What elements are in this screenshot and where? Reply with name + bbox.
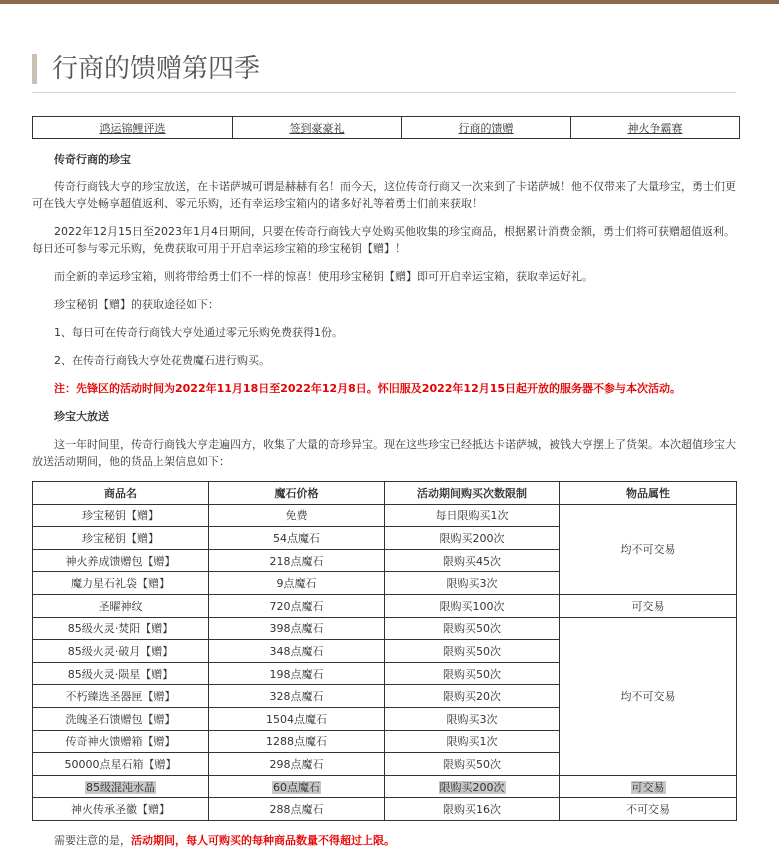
page-title: 行商的馈赠第四季	[52, 54, 261, 84]
item-price: 288点魔石	[209, 798, 385, 821]
paragraph-lucky-box: 而全新的幸运珍宝箱，则将带给勇士们不一样的惊喜！使用珍宝秘钥【赠】即可开启幸运宝箱，获取幸运好礼。	[54, 270, 593, 283]
notice-vanguard: 注：先锋区的活动时间为2022年11月18日至2022年12月8日。怀旧服及2022年12月15日起开放的服务器不参与本次活动。	[54, 382, 682, 395]
item-name: 魔力星石礼袋【赠】	[33, 572, 209, 595]
event-nav	[32, 116, 740, 139]
table-row	[33, 504, 737, 527]
item-name-cell	[33, 775, 209, 798]
item-attribute: 均不可交易	[560, 504, 737, 594]
goods-table	[32, 481, 737, 821]
item-limit: 限购买200次	[385, 527, 560, 550]
paragraph-intro: 传奇行商钱大亨的珍宝放送，在卡诺萨城可谓是赫赫有名！而今天，这位传奇行商又一次来到了卡诺萨城！他不仅带来了大量珍宝，勇士们更可在钱大亨处畅享超值返利、零元乐购，还有幸运珍宝箱内的诸多好礼等着勇士们前来获取！	[32, 180, 736, 210]
item-price: 免费	[209, 504, 385, 527]
item-limit: 限购买16次	[385, 798, 560, 821]
paragraph-rebate: 2022年12月15日至2023年1月4日期间，只要在传奇行商钱大亨处购买他收集的珍宝商品，根据累计消费金额，勇士们将可获赠超值返利。每日还可参与零元乐购，免费获取可用于开启幸运珍宝箱的珍宝秘钥【赠】！	[32, 225, 735, 255]
item-limit: 限购买45次	[385, 549, 560, 572]
table-row-highlighted	[33, 775, 737, 798]
item-limit: 限购买3次	[385, 707, 560, 730]
paragraph-method-1: 1、每日可在传奇行商钱大亨处通过零元乐购免费获得1份。	[54, 326, 343, 339]
column-header: 魔石价格	[209, 482, 385, 505]
item-name: 圣曜神纹	[33, 594, 209, 617]
item-limit: 限购买50次	[385, 753, 560, 776]
item-price: 720点魔石	[209, 594, 385, 617]
nav-cell	[571, 117, 740, 139]
notice-prefix: 需要注意的是，	[54, 834, 131, 847]
section-heading-giveaway: 珍宝大放送	[54, 410, 109, 423]
page-title-block	[32, 52, 736, 93]
item-price: 398点魔石	[209, 617, 385, 640]
top-brown-bar	[0, 0, 779, 4]
paragraph-method-2: 2、在传奇行商钱大亨处花费魔石进行购买。	[54, 354, 270, 367]
item-name: 不朽臻选圣器匣【赠】	[33, 685, 209, 708]
item-attribute: 可交易	[560, 594, 737, 617]
title-accent-bar	[32, 54, 37, 84]
nav-link-contest[interactable]: 神火争霸赛	[627, 121, 683, 135]
table-row	[33, 798, 737, 821]
item-limit-cell	[385, 775, 560, 798]
item-attribute: 可交易	[631, 780, 665, 794]
nav-link-signin[interactable]: 签到豪豪礼	[289, 121, 345, 135]
item-limit: 限购买50次	[385, 640, 560, 663]
table-row	[33, 617, 737, 640]
item-limit: 限购买200次	[439, 780, 505, 794]
purchase-limit-notice	[32, 832, 736, 849]
notice-red-text: 活动期间，每人可购买的每种商品数量不得超过上限。	[131, 834, 395, 847]
column-header: 物品属性	[560, 482, 737, 505]
item-price: 1504点魔石	[209, 707, 385, 730]
table-header-row	[33, 482, 737, 505]
column-header: 活动期间购买次数限制	[385, 482, 560, 505]
item-name: 神火传承圣徽【赠】	[33, 798, 209, 821]
item-price: 60点魔石	[273, 780, 320, 794]
item-price-cell	[209, 775, 385, 798]
section-heading-treasure: 传奇行商的珍宝	[54, 153, 131, 166]
item-limit: 限购买50次	[385, 617, 560, 640]
nav-link-merchant[interactable]: 行商的馈赠	[458, 121, 514, 135]
column-header: 商品名	[33, 482, 209, 505]
item-name: 85级火灵·焚阳【赠】	[33, 617, 209, 640]
item-attribute: 均不可交易	[560, 617, 737, 775]
item-name: 50000点星石箱【赠】	[33, 753, 209, 776]
item-name: 85级火灵·破月【赠】	[33, 640, 209, 663]
item-name: 珍宝秘钥【赠】	[33, 527, 209, 550]
nav-cell	[402, 117, 571, 139]
item-name: 85级火灵·陨星【赠】	[33, 662, 209, 685]
nav-cell	[233, 117, 402, 139]
item-limit: 限购买50次	[385, 662, 560, 685]
paragraph-key-methods: 珍宝秘钥【赠】的获取途径如下：	[54, 298, 219, 311]
item-price: 328点魔石	[209, 685, 385, 708]
item-price: 198点魔石	[209, 662, 385, 685]
item-limit: 限购买3次	[385, 572, 560, 595]
item-price: 54点魔石	[209, 527, 385, 550]
nav-link-koi[interactable]: 鸿运锦鲤评选	[99, 121, 166, 135]
item-price: 1288点魔石	[209, 730, 385, 753]
item-limit: 限购买20次	[385, 685, 560, 708]
item-price: 218点魔石	[209, 549, 385, 572]
item-limit: 每日限购买1次	[385, 504, 560, 527]
table-row	[33, 594, 737, 617]
item-price: 298点魔石	[209, 753, 385, 776]
item-price: 348点魔石	[209, 640, 385, 663]
item-limit: 限购买100次	[385, 594, 560, 617]
item-limit: 限购买1次	[385, 730, 560, 753]
item-name: 传奇神火馈赠箱【赠】	[33, 730, 209, 753]
nav-cell	[33, 117, 233, 139]
item-attribute-cell	[560, 775, 737, 798]
item-name: 珍宝秘钥【赠】	[33, 504, 209, 527]
item-name: 85级混沌水晶	[86, 780, 155, 794]
item-name: 洗魄圣石馈赠包【赠】	[33, 707, 209, 730]
item-price: 9点魔石	[209, 572, 385, 595]
item-name: 神火养成馈赠包【赠】	[33, 549, 209, 572]
item-attribute: 不可交易	[560, 798, 737, 821]
paragraph-giveaway: 这一年时间里，传奇行商钱大亨走遍四方，收集了大量的奇珍异宝。现在这些珍宝已经抵达卡诺萨城，被钱大亨摆上了货架。本次超值珍宝大放送活动期间，他的货品上架信息如下：	[32, 438, 736, 468]
